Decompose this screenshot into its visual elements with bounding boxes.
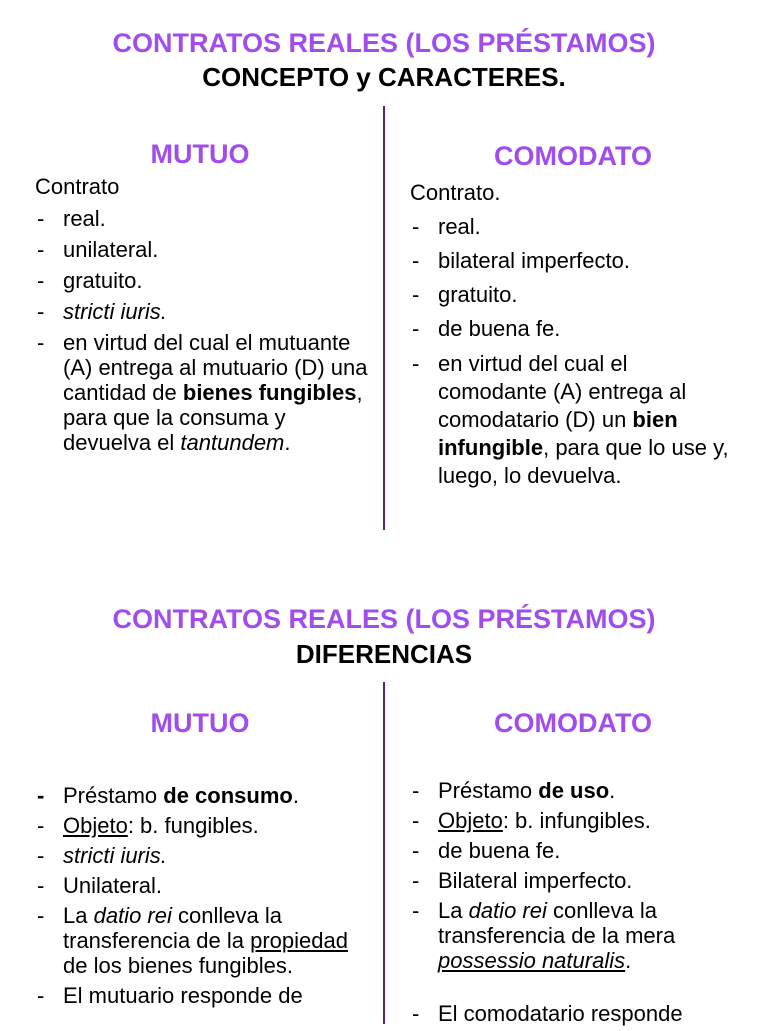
section2-comodato-heading: COMODATO [494, 708, 652, 738]
list-item: - El comodatario responde [410, 1001, 740, 1026]
section1-comodato-heading: COMODATO [494, 141, 652, 171]
section1-subtitle: CONCEPTO y CARACTERES. [202, 62, 566, 92]
list-item: - en virtud del cual el mutuante (A) entrega al mutuario (D) una cantidad de bienes fungibles, para que la consuma y devuelva el tantundem. [35, 330, 375, 455]
list-item: - Préstamo de uso. [410, 778, 740, 803]
list-item: - Bilateral imperfecto. [410, 868, 740, 893]
section1-mutuo-intro: Contrato [35, 174, 120, 199]
list-item: - Préstamo de consumo. [35, 783, 355, 808]
section1-comodato-list [410, 214, 740, 498]
section2-mutuo-list [35, 783, 355, 1013]
section2-mutuo-heading: MUTUO [150, 708, 250, 738]
section2-subtitle: DIFERENCIAS [295, 639, 473, 669]
list-item: - El mutuario responde de [35, 983, 355, 1008]
list-item: - real. [410, 214, 740, 240]
list-item: - bilateral imperfecto. [410, 248, 740, 274]
list-item: - en virtud del cual el comodante (A) entrega al comodatario (D) un bien infungible, para que lo use y, luego, lo devuelva. [410, 350, 740, 490]
list-item: - de buena fe. [410, 838, 740, 863]
list-item: - stricti iuris. [35, 843, 355, 868]
list-item: - de buena fe. [410, 316, 740, 342]
section1-comodato-intro: Contrato. [410, 180, 501, 205]
list-item: - gratuito. [410, 282, 740, 308]
list-item: - La datio rei conlleva la transferencia de la mera possessio naturalis. [410, 898, 740, 973]
list-item: - La datio rei conlleva la transferencia de la propiedad de los bienes fungibles. [35, 903, 355, 978]
list-item: - Objeto: b. fungibles. [35, 813, 355, 838]
section2-comodato-list [410, 778, 740, 1031]
list-item: - Objeto: b. infungibles. [410, 808, 740, 833]
list-item: - real. [35, 206, 375, 231]
list-item: - stricti iuris. [35, 299, 375, 324]
list-item: - gratuito. [35, 268, 375, 293]
list-item: - unilateral. [35, 237, 375, 262]
section1-mutuo-heading: MUTUO [150, 139, 250, 169]
section2-title: CONTRATOS REALES (LOS PRÉSTAMOS) [112, 604, 656, 634]
section1-title: CONTRATOS REALES (LOS PRÉSTAMOS) [112, 28, 656, 58]
section1-mutuo-list [35, 206, 375, 455]
list-item: - Unilateral. [35, 873, 355, 898]
